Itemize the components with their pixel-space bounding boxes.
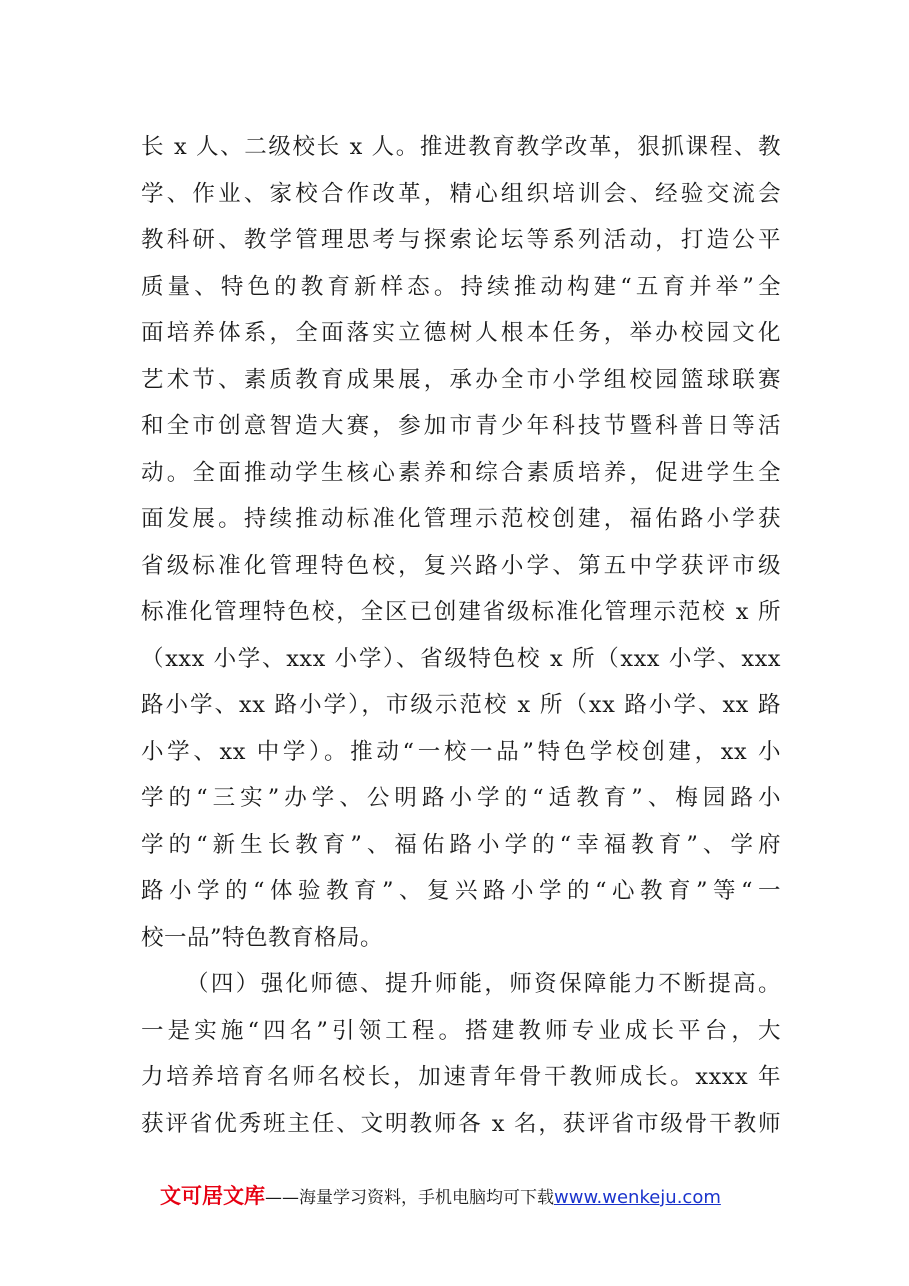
- body-line: 标准化管理特色校，全区已创建省级标准化管理示范校 x 所: [141, 599, 781, 625]
- website-link[interactable]: www.wenkeju.com: [554, 1187, 721, 1208]
- body-line: 学的“新生长教育”、福佑路小学的“幸福教育”、学府: [141, 831, 781, 858]
- body-line: 学、作业、家校合作改革，精心组织培训会、经验交流会: [141, 180, 781, 207]
- body-line: 力培养培育名师名校长，加速青年骨干教师成长。xxxx 年: [141, 1064, 781, 1090]
- body-line: 面发展。持续推动标准化管理示范校创建，福佑路小学获: [141, 506, 781, 532]
- body-line: 和全市创意智造大赛，参加市青少年科技节暨科普日等活: [141, 413, 781, 439]
- body-line: 动。全面推动学生核心素养和综合素质培养，促进学生全: [141, 459, 781, 486]
- document-body: [141, 124, 781, 1147]
- body-line: 路小学、xx 路小学），市级示范校 x 所（xx 路小学、xx 路: [141, 692, 781, 718]
- body-line: 获评省优秀班主任、文明教师各 x 名，获评省市级骨干教师: [141, 1110, 781, 1137]
- body-line: 长 x 人、二级校长 x 人。推进教育教学改革，狠抓课程、教: [141, 134, 781, 160]
- body-line: 学的“三实”办学、公明路小学的“适教育”、梅园路小: [141, 785, 781, 811]
- body-line: 一是实施“四名”引领工程。搭建教师专业成长平台，大: [141, 1017, 781, 1044]
- body-line: 小学、xx 中学）。推动“一校一品”特色学校创建，xx 小: [141, 738, 781, 765]
- brand-name: 文可居文库: [160, 1184, 265, 1208]
- body-line: 艺术节、素质教育成果展，承办全市小学组校园篮球联赛: [141, 366, 781, 393]
- body-line: 面培养体系，全面落实立德树人根本任务，举办校园文化: [141, 320, 781, 346]
- body-line: 省级标准化管理特色校，复兴路小学、第五中学获评市级: [141, 552, 781, 579]
- body-line-paragraph-end: 校一品”特色教育格局。: [141, 924, 384, 951]
- body-line: 质量、特色的教育新样态。持续推动构建“五育并举”全: [141, 273, 781, 300]
- footer-banner: [160, 1176, 721, 1216]
- section-heading-line: （四）强化师德、提升师能，师资保障能力不断提高。: [186, 971, 781, 997]
- body-line: 路小学的“体验教育”、复兴路小学的“心教育”等“一: [141, 878, 781, 904]
- footer-tagline: ——海量学习资料，手机电脑均可下载: [265, 1188, 554, 1208]
- body-line: （xxx 小学、xxx 小学）、省级特色校 x 所（xxx 小学、xxx: [141, 645, 781, 672]
- body-line: 教科研、教学管理思考与探索论坛等系列活动，打造公平: [141, 227, 781, 253]
